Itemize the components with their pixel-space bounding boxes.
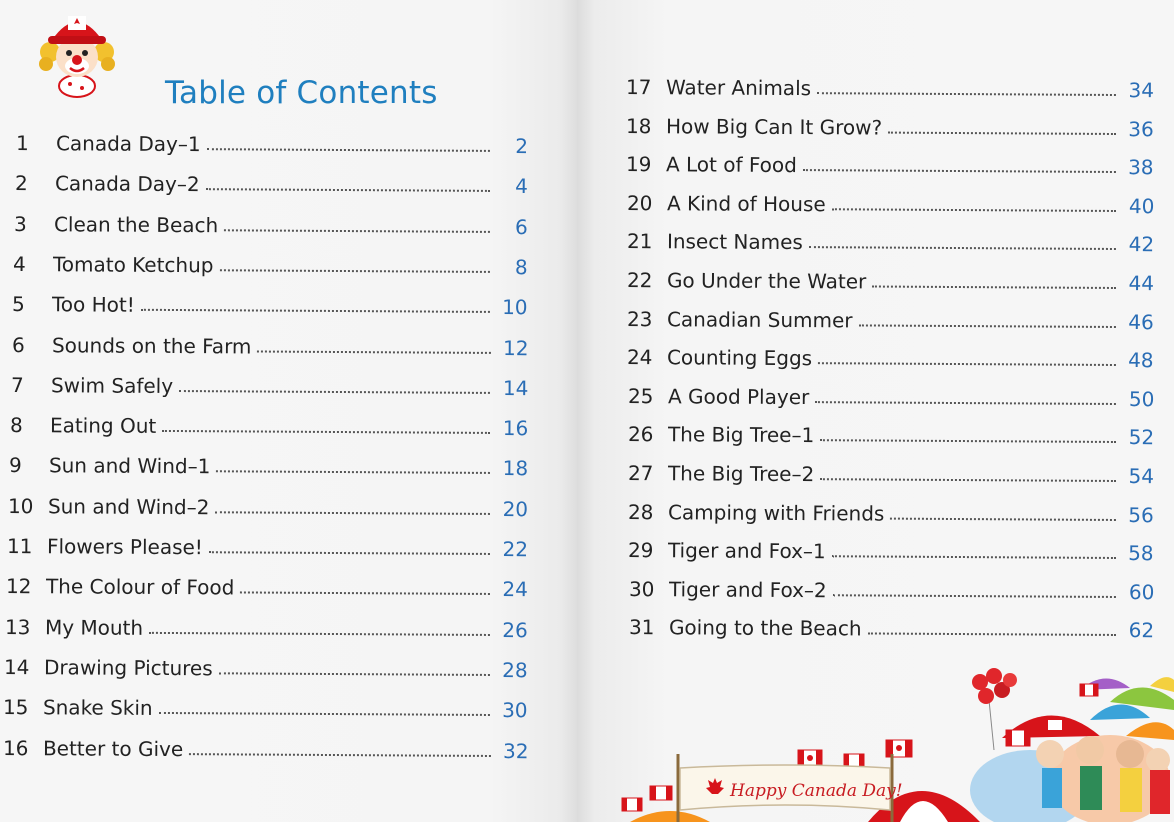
dot-leader [859,324,1116,328]
toc-entry-page-number: 34 [1128,78,1155,103]
toc-entry-title: Go Under the Water [666,268,867,294]
dot-leader [888,131,1116,134]
toc-entry-title: Going to the Beach [668,615,862,641]
toc-entry-number: 8 [9,413,23,438]
toc-entry[interactable] [627,262,1154,295]
toc-entry-title: How Big Can It Grow? [666,113,883,140]
toc-entry-number: 5 [12,292,26,317]
toc-entry[interactable] [6,568,528,601]
toc-entry[interactable] [629,609,1154,642]
toc-entry-title: My Mouth [45,614,144,640]
toc-entry-page-number: 54 [1128,464,1155,489]
dot-leader [149,631,490,635]
toc-entry-title: Too Hot! [52,292,136,317]
toc-entry-number: 24 [627,345,653,370]
dot-leader [809,247,1116,251]
toc-entry[interactable] [7,528,528,561]
toc-entry[interactable] [628,416,1154,449]
toc-entry-page-number: 32 [502,738,529,763]
toc-entry[interactable] [16,125,528,158]
toc-entry-page-number: 48 [1128,348,1155,373]
dot-leader [240,592,489,596]
toc-entry-title: Counting Eggs [667,345,813,371]
toc-entry-number: 6 [11,332,25,357]
dot-leader [224,229,490,233]
toc-entry[interactable] [628,378,1155,411]
toc-entry-title: The Colour of Food [46,574,235,600]
toc-entry-page-number: 4 [515,174,529,199]
toc-entry-title: A Kind of House [666,191,826,217]
dot-leader [891,517,1116,520]
toc-entry-page-number: 16 [502,416,529,441]
toc-entry[interactable] [11,367,529,400]
toc-entry-title: Better to Give [42,735,183,761]
toc-entry[interactable] [628,494,1154,527]
toc-entry-page-number: 50 [1128,386,1155,412]
dot-leader [216,471,490,475]
toc-entry-page-number: 28 [502,657,529,683]
dot-leader [815,401,1116,405]
toc-entry[interactable] [5,609,528,642]
page-title: Table of Contents [165,74,438,111]
toc-entry[interactable] [9,447,528,480]
toc-entry-title: Swim Safely [50,373,173,398]
toc-entry[interactable] [15,165,528,198]
toc-entry-title: Water Animals [665,75,812,101]
toc-entry-title: Clean the Beach [54,211,219,237]
dot-leader [872,285,1116,288]
toc-entry-number: 18 [626,113,652,138]
dot-leader [818,362,1115,366]
toc-entry[interactable] [14,206,528,239]
dot-leader [179,390,490,394]
crowd-icon [970,735,1170,822]
toc-entry-page-number: 20 [502,496,529,521]
toc-entry-number: 15 [3,695,29,720]
toc-entry-page-number: 62 [1128,618,1155,643]
toc-entry-number: 11 [6,534,33,559]
toc-entry-page-number: 12 [502,335,529,360]
toc-entry-number: 16 [2,735,29,760]
toc-entry[interactable] [626,69,1154,102]
canada-day-parade-illustration [610,650,1174,822]
toc-entry-number: 31 [628,615,655,640]
toc-entry-title: Camping with Friends [668,499,885,526]
toc-entry-number: 3 [14,211,27,236]
toc-entry-number: 14 [4,654,30,680]
left-page [0,0,577,822]
toc-entry-title: A Lot of Food [666,152,798,178]
toc-entry-number: 9 [8,453,22,478]
toc-entry[interactable] [626,146,1154,179]
toc-entry-title: Eating Out [49,413,157,438]
toc-entry-title: Canada Day–1 [55,131,201,157]
toc-entry-number: 1 [15,131,29,156]
toc-entry[interactable] [13,246,528,279]
toc-entry-page-number: 8 [515,254,529,280]
toc-entry[interactable] [12,286,528,319]
toc-entry-title: Tomato Ketchup [53,252,214,278]
toc-entry-page-number: 46 [1128,309,1155,334]
dot-leader [162,430,490,434]
toc-entry-page-number: 22 [502,537,529,562]
dot-leader [219,672,490,676]
dot-leader [817,92,1116,96]
toc-entry[interactable] [627,223,1154,256]
toc-entry-page-number: 44 [1128,271,1155,296]
toc-entry[interactable] [4,649,528,682]
toc-entry-number: 10 [7,493,34,518]
toc-entry-page-number: 60 [1128,579,1155,605]
dot-leader [257,350,490,353]
toc-entry-number: 7 [10,372,24,397]
toc-entry-number: 4 [13,251,27,276]
toc-entry-number: 22 [626,268,653,293]
dot-leader [820,478,1116,482]
toc-entry-title: Tiger and Fox–1 [668,538,827,564]
toc-entry-number: 25 [627,383,654,408]
toc-entry-title: Flowers Please! [46,534,203,560]
toc-entry-title: Sun and Wind–1 [48,453,211,479]
toc-entry-page-number: 2 [515,134,529,159]
dot-leader [832,555,1116,559]
toc-entry-title: The Big Tree–2 [667,461,815,487]
toc-entry-page-number: 18 [502,456,529,481]
toc-entry[interactable] [11,327,528,360]
toc-entry-page-number: 56 [1128,502,1155,527]
dot-leader [867,633,1116,637]
toc-entry-number: 26 [627,422,654,447]
toc-entry-title: Canadian Summer [667,306,853,332]
toc-entry[interactable] [627,185,1155,218]
dot-leader [832,594,1116,598]
toc-entry-page-number: 10 [502,295,529,320]
toc-entry-title: Snake Skin [43,695,154,721]
toc-entry-number: 29 [628,538,654,563]
toc-entry-number: 28 [628,499,654,524]
toc-entry[interactable] [626,108,1154,141]
toc-entry[interactable] [3,689,528,722]
dot-leader [220,269,490,273]
toc-entry-title: Sounds on the Farm [51,332,252,358]
toc-entry-page-number: 40 [1128,193,1155,219]
toc-entry-page-number: 52 [1128,425,1155,450]
toc-entry-title: Tiger and Fox–2 [668,577,827,603]
toc-entry[interactable] [627,339,1154,372]
dot-leader [159,712,490,716]
toc-entry-page-number: 30 [502,698,529,723]
toc-entry-number: 23 [627,306,653,331]
clown-mascot-icon [36,2,118,98]
toc-entry-page-number: 38 [1128,155,1155,180]
toc-entry-number: 27 [627,461,654,486]
toc-entry-page-number: 24 [502,577,529,602]
toc-entry-title: Canada Day–2 [55,171,200,197]
toc-entry-title: A Good Player [667,384,809,409]
toc-entry-page-number: 42 [1128,232,1155,257]
dot-leader [820,440,1116,444]
toc-entry-number: 19 [626,152,652,177]
dot-leader [189,753,490,757]
dot-leader [831,208,1116,212]
toc-entry-number: 17 [625,75,652,100]
toc-entry[interactable] [629,571,1155,604]
dot-leader [141,309,490,313]
dot-leader [803,169,1116,173]
toc-entry-title: Insect Names [666,229,803,255]
toc-entry[interactable] [8,488,528,521]
toc-entry-title: The Big Tree–1 [667,422,815,448]
toc-entry-page-number: 26 [502,617,529,642]
toc-entry-number: 12 [6,574,32,599]
toc-entry-title: Sun and Wind–2 [47,493,210,519]
toc-entry-page-number: 36 [1128,116,1155,141]
toc-entry-number: 2 [15,171,28,196]
dot-leader [215,511,490,515]
toc-entry[interactable] [628,455,1154,488]
toc-entry[interactable] [627,301,1154,334]
toc-entry-number: 30 [628,576,655,601]
banner-text: Happy Canada Day! [730,781,903,801]
toc-entry-page-number: 14 [502,375,529,400]
toc-entry-number: 21 [626,229,653,254]
toc-entry-page-number: 58 [1128,541,1155,566]
toc-entry[interactable] [2,730,528,763]
dot-leader [207,148,490,152]
toc-entry[interactable] [628,532,1154,565]
toc-entry[interactable] [10,407,528,440]
toc-entry-page-number: 6 [515,214,529,239]
toc-entry-number: 13 [5,614,31,639]
dot-leader [206,188,490,192]
toc-entry-title: Drawing Pictures [44,655,214,681]
dot-leader [209,551,490,555]
toc-entry-number: 20 [626,190,653,215]
